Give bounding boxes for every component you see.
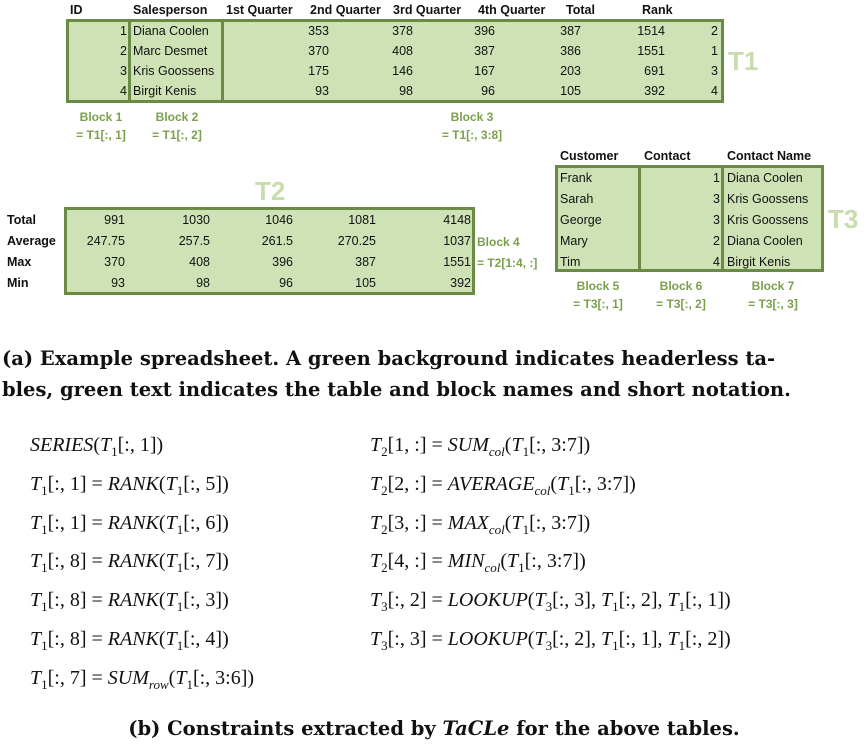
t1-cell: 4 <box>120 84 127 98</box>
caption-b <box>0 713 868 744</box>
t2-row-label: Min <box>7 276 29 290</box>
t2-cell: 96 <box>279 276 293 290</box>
t2-cell: 105 <box>355 276 376 290</box>
t1-cell: Diana Coolen <box>133 24 209 38</box>
t1-cell: 370 <box>308 44 329 58</box>
t3-header-customer: Customer <box>560 149 619 163</box>
t3-header-contact-name: Contact Name <box>727 149 812 163</box>
t1-cell: Kris Goossens <box>133 64 215 78</box>
table-row <box>69 21 721 41</box>
table-row <box>69 41 721 61</box>
caption-a-line-2: bles, green text indicates the table and block names and short notation. <box>2 378 791 401</box>
block-notation: = T3[:, 3] <box>748 297 798 311</box>
t2-row-label: Max <box>7 255 32 269</box>
t1-header-q2: 2nd Quarter <box>310 3 381 17</box>
constraint: $T_1$[:, $7] = SUM_{row}(T_1$[:, 3:6]) <box>30 667 255 692</box>
t2-cell: 392 <box>450 276 471 290</box>
block-3-label <box>432 108 512 144</box>
t3-cell: Diana Coolen <box>727 234 803 248</box>
t2-cell: 247.75 <box>86 234 125 248</box>
block-2-label <box>142 108 212 144</box>
t2-cell: 1081 <box>348 213 376 227</box>
constraint: $T_1$[:, $8] = RANK(T_1$[:, 3]) <box>30 589 229 614</box>
t3-table-name: T3 <box>828 204 859 234</box>
t2-cell: 93 <box>111 276 125 290</box>
t1-cell: 105 <box>560 84 581 98</box>
block-1-label <box>66 108 136 144</box>
block-notation: = T1[:, 3:8] <box>441 128 503 142</box>
table-row <box>69 61 721 81</box>
t1-header-salesperson: Salesperson <box>133 3 208 17</box>
t1-header-q4: 4th Quarter <box>478 3 546 17</box>
block-notation: = T1[:, 1] <box>76 128 126 142</box>
t3-cell: Birgit Kenis <box>727 255 791 269</box>
t1-table-name: T1 <box>728 46 759 76</box>
t3-cell: Sarah <box>560 192 594 206</box>
t1-cell: 691 <box>644 64 665 78</box>
t1-cell: Marc Desmet <box>133 44 208 58</box>
t2-row-label: Total <box>7 213 36 227</box>
block-6-label <box>645 277 717 313</box>
constraint: $T_1$[:, $8] = RANK(T_1$[:, 7]) <box>30 550 229 575</box>
table-row <box>560 210 822 231</box>
t3-cell: Mary <box>560 234 588 248</box>
t2-cell: 4148 <box>443 213 471 227</box>
table-row <box>69 81 721 101</box>
t2-cell: 1046 <box>265 213 293 227</box>
t2-row-label: Average <box>7 234 56 248</box>
table-row <box>560 252 822 273</box>
table-row <box>560 168 822 189</box>
constraint: $T_3$[:, $2] = LOOKUP(T_3$[:, 3], $T_1$[:, 2], $T_1$[:, 1]) <box>370 589 731 614</box>
t1-cell: 1514 <box>637 24 665 38</box>
t3-cell: 3 <box>713 213 720 227</box>
t3-header-contact: Contact <box>644 149 691 163</box>
block-notation: = T2[1:4, :] <box>477 256 538 270</box>
block-notation: = T3[:, 2] <box>656 297 706 311</box>
block-name: Block 4 <box>477 235 520 249</box>
caption-b-suffix: for the above tables. <box>509 717 740 740</box>
t1-header-q1: 1st Quarter <box>226 3 293 17</box>
block-name: Block 5 <box>576 279 620 293</box>
t3-cell: Tim <box>560 255 581 269</box>
t2-cell: 1037 <box>443 234 471 248</box>
t1-cell: 2 <box>711 24 718 38</box>
block-name: Block 3 <box>450 110 494 124</box>
t3-cell: George <box>560 213 602 227</box>
t1-cell: 203 <box>560 64 581 78</box>
constraint: $T_2[4$, :] = $MIN_{col}(T_1$[:, 3:7]) <box>370 550 586 575</box>
t1-cell: 96 <box>481 84 495 98</box>
t1-header-q3: 3rd Quarter <box>393 3 462 17</box>
caption-b-system-name: TaCLe <box>442 717 510 740</box>
t1-cell: 93 <box>315 84 329 98</box>
t1-cell: 4 <box>711 84 718 98</box>
t3-rows <box>560 168 822 273</box>
table-row <box>560 189 822 210</box>
t1-cell: 387 <box>474 44 495 58</box>
block-notation: = T3[:, 1] <box>573 297 623 311</box>
block-name: Block 2 <box>155 110 199 124</box>
t2-table-name: T2 <box>255 176 286 206</box>
t3-cell: Kris Goossens <box>727 213 809 227</box>
t2-cell: 257.5 <box>178 234 210 248</box>
constraint: $T_1$[:, $1] = RANK(T_1$[:, 5]) <box>30 473 229 498</box>
t2-cell: 408 <box>189 255 210 269</box>
t1-cell: 353 <box>308 24 329 38</box>
constraint: $T_3$[:, $3] = LOOKUP(T_3$[:, 2], $T_1$[:, 1], $T_1$[:, 2]) <box>370 628 731 653</box>
t1-rows <box>69 21 721 101</box>
t1-cell: 1 <box>120 24 127 38</box>
t3-cell: 1 <box>713 171 720 185</box>
t1-cell: 2 <box>120 44 127 58</box>
constraint: $T_2[1$, :] = $SUM_{col}(T_1$[:, 3:7]) <box>370 434 591 459</box>
block-name: Block 7 <box>751 279 795 293</box>
t3-cell: 3 <box>713 192 720 206</box>
t1-cell: 387 <box>560 24 581 38</box>
block-7-label <box>737 277 809 313</box>
t1-cell: 386 <box>560 44 581 58</box>
table-row <box>7 273 477 294</box>
t2-cell: 387 <box>355 255 376 269</box>
caption-a <box>2 343 868 405</box>
t3-cell: Diana Coolen <box>727 171 803 185</box>
t1-cell: Birgit Kenis <box>133 84 197 98</box>
block-notation: = T1[:, 2] <box>152 128 202 142</box>
t1-cell: 378 <box>392 24 413 38</box>
t1-cell: 392 <box>644 84 665 98</box>
constraint: $T_2[2$, :] = $AVERAGE_{col}(T_1$[:, 3:7]) <box>370 473 636 498</box>
t2-cell: 370 <box>104 255 125 269</box>
t1-cell: 1551 <box>637 44 665 58</box>
t1-cell: 146 <box>392 64 413 78</box>
t1-cell: 3 <box>711 64 718 78</box>
block-5-label <box>562 277 634 313</box>
table-row <box>7 210 477 231</box>
t2-rows <box>7 210 477 294</box>
t1-header-rank: Rank <box>642 3 673 17</box>
block-name: Block 6 <box>659 279 703 293</box>
t1-header-total: Total <box>566 3 595 17</box>
t2-cell: 261.5 <box>261 234 293 248</box>
constraint: $SERIES(T_1$[:, 1]) <box>30 434 164 459</box>
table-row <box>560 231 822 252</box>
block-name: Block 1 <box>79 110 123 124</box>
table-row <box>7 231 477 252</box>
t2-cell: 1551 <box>443 255 471 269</box>
constraint: $T_2[3$, :] = $MAX_{col}(T_1$[:, 3:7]) <box>370 512 591 537</box>
t2-cell: 270.25 <box>337 234 376 248</box>
t1-cell: 3 <box>120 64 127 78</box>
t1-cell: 408 <box>392 44 413 58</box>
t3-cell: 4 <box>713 255 720 269</box>
constraint: $T_1$[:, $1] = RANK(T_1$[:, 6]) <box>30 512 229 537</box>
caption-b-prefix: (b) Constraints extracted by <box>128 717 443 740</box>
caption-a-line-1: (a) Example spreadsheet. A green background indicates headerless ta- <box>2 347 776 370</box>
block-4-label <box>477 232 537 274</box>
t3-cell: Kris Goossens <box>727 192 809 206</box>
t2-cell: 991 <box>104 213 125 227</box>
t2-cell: 98 <box>196 276 210 290</box>
t2-cell: 1030 <box>182 213 210 227</box>
t1-cell: 167 <box>474 64 495 78</box>
t1-header-id: ID <box>70 3 83 17</box>
t1-cell: 396 <box>474 24 495 38</box>
t3-cell: Frank <box>560 171 592 185</box>
t3-cell: 2 <box>713 234 720 248</box>
t1-cell: 175 <box>308 64 329 78</box>
table-row <box>7 252 477 273</box>
t2-cell: 396 <box>272 255 293 269</box>
t1-cell: 1 <box>711 44 718 58</box>
constraint: $T_1$[:, $8] = RANK(T_1$[:, 4]) <box>30 628 229 653</box>
t1-cell: 98 <box>399 84 413 98</box>
